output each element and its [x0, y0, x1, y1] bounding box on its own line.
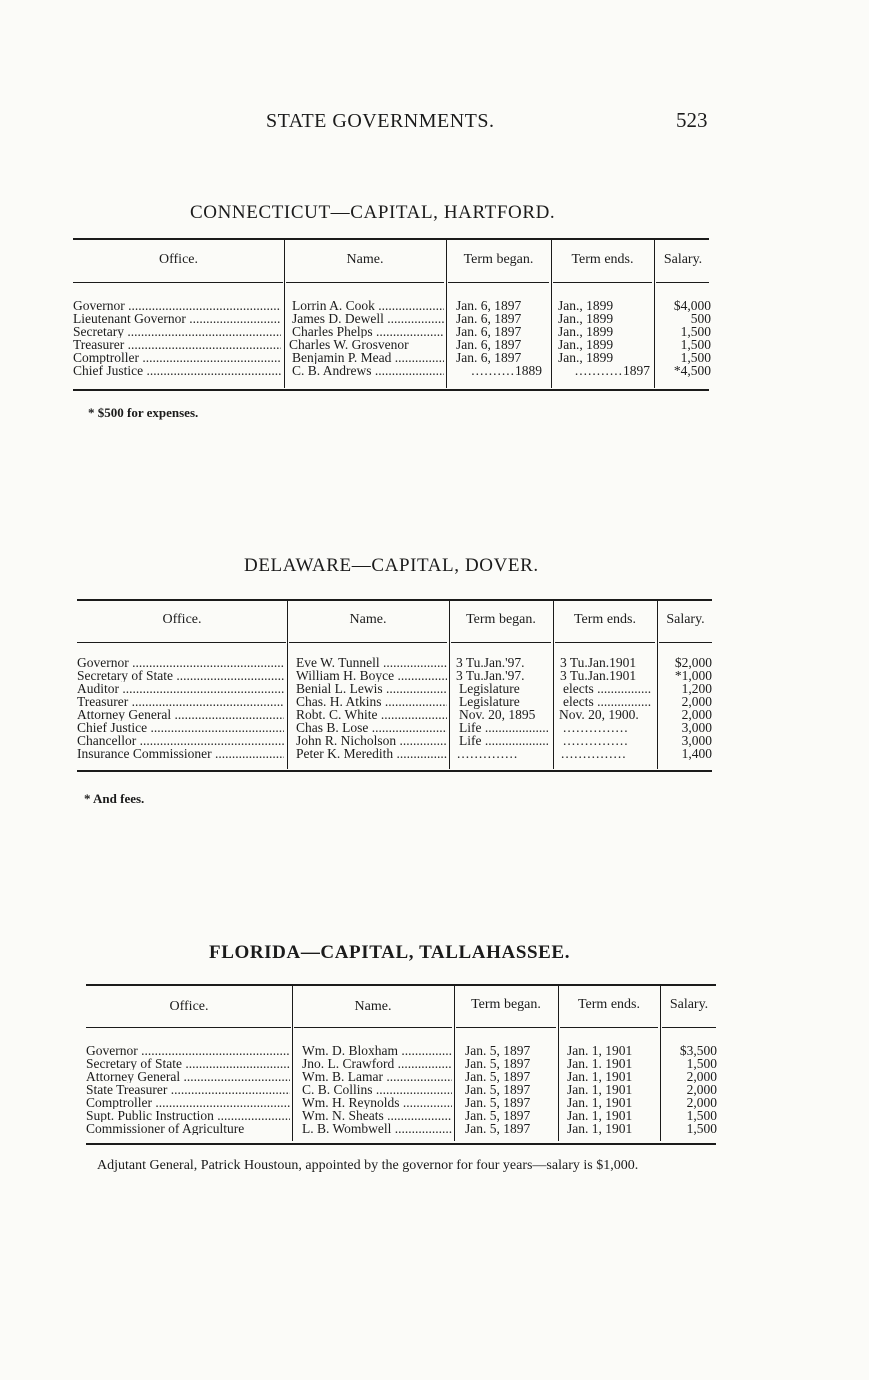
salary-cell: 2,000	[686, 1069, 717, 1084]
term-began-cell: Jan. 5, 1897	[465, 1056, 531, 1071]
term-ends-cell: Nov. 20, 1900.	[559, 707, 639, 722]
name-cell: C. B. Andrews .....	[292, 364, 444, 377]
name-cell: Benial L. Lewis .....	[296, 682, 447, 695]
table-top-rule	[86, 984, 716, 986]
header-rule	[560, 1027, 658, 1028]
header-rule	[659, 642, 712, 643]
name-cell: Wm. H. Reynolds .....	[302, 1096, 452, 1109]
table-top-rule	[77, 599, 712, 601]
delaware-title: DELAWARE—CAPITAL, DOVER.	[244, 555, 539, 576]
term-began-cell: Jan. 5, 1897	[465, 1082, 531, 1097]
florida-title: FLORIDA—CAPITAL, TALLAHASSEE.	[209, 942, 571, 963]
header-salary: Salary.	[663, 252, 703, 267]
term-ends-cell: ...............	[561, 746, 627, 761]
name-cell: Chas. H. Atkins .....	[296, 695, 447, 708]
office-cell: Lieutenant Governor .....	[73, 312, 281, 325]
header-term-began: Term began.	[463, 252, 534, 267]
name-cell: Wm. D. Bloxham .....	[302, 1044, 452, 1057]
name-cell: Eve W. Tunnell .....	[296, 656, 447, 669]
term-began-cell: 3 Tu.Jan.'97.	[456, 655, 525, 670]
term-ends-cell: Jan., 1899	[558, 350, 614, 365]
salary-cell: 3,000	[681, 733, 712, 748]
term-ends-cell: Jan. 1, 1901	[567, 1108, 633, 1123]
term-ends-cell: Jan., 1899	[558, 324, 614, 339]
header-rule	[448, 282, 549, 283]
term-ends-cell: ...............	[563, 720, 629, 735]
office-cell: Chancellor .....	[77, 734, 284, 747]
term-ends-cell: Jan., 1899	[558, 311, 614, 326]
header-name: Name.	[346, 252, 384, 267]
name-cell: Lorrin A. Cook .....	[292, 299, 444, 312]
name-cell: John R. Nicholson .....	[296, 734, 447, 747]
name-cell: Chas B. Lose .....	[296, 721, 447, 734]
term-ends-cell: Jan. 1, 1901	[567, 1043, 633, 1058]
office-cell: Insurance Commissioner .....	[77, 747, 284, 760]
office-cell: State Treasurer .....	[86, 1083, 290, 1096]
header-rule	[656, 282, 709, 283]
term-ends-cell: Jan., 1899	[558, 337, 614, 352]
term-began-cell: Life .....	[459, 734, 548, 747]
salary-cell: $3,500	[679, 1043, 717, 1058]
term-began-cell: Jan. 5, 1897	[465, 1043, 531, 1058]
salary-cell: 2,000	[686, 1095, 717, 1110]
term-ends-cell: ...........1897	[574, 363, 650, 378]
name-cell: James D. Dewell .....	[292, 312, 444, 325]
salary-cell: 1,200	[681, 681, 712, 696]
salary-cell: 2,000	[681, 694, 712, 709]
term-began-cell: Jan. 6, 1897	[456, 337, 522, 352]
name-cell: C. B. Collins .....	[302, 1083, 452, 1096]
header-term-began: Term began.	[471, 997, 541, 1012]
footnote: * $500 for expenses.	[88, 405, 199, 420]
office-cell: Auditor .....	[77, 682, 284, 695]
running-head: STATE GOVERNMENTS.	[266, 110, 495, 132]
footnote: * And fees.	[84, 791, 145, 806]
term-began-cell: Jan. 5, 1897	[465, 1069, 531, 1084]
table-bottom-rule	[73, 389, 709, 391]
office-cell: Attorney General .....	[86, 1070, 290, 1083]
term-ends-cell: Jan. 1, 1901	[567, 1095, 633, 1110]
term-ends-cell: 3 Tu.Jan.1901	[560, 655, 637, 670]
term-ends-cell: ...............	[563, 733, 629, 748]
term-began-cell: Jan. 6, 1897	[456, 311, 522, 326]
salary-cell: 3,000	[681, 720, 712, 735]
table-bottom-rule	[86, 1143, 716, 1145]
header-rule	[73, 282, 283, 283]
header-rule	[553, 282, 652, 283]
term-ends-cell: Jan. 1, 1901	[567, 1121, 633, 1136]
name-cell: Robt. C. White .....	[296, 708, 447, 721]
salary-cell: 1,500	[680, 337, 711, 352]
header-office: Office.	[169, 999, 209, 1014]
header-rule	[451, 642, 551, 643]
term-ends-cell: elects .....	[563, 682, 652, 695]
salary-cell: $4,000	[673, 298, 711, 313]
salary-cell: 2,000	[681, 707, 712, 722]
name-cell: Charles Phelps .....	[292, 325, 444, 338]
name-cell: Wm. B. Lamar .....	[302, 1070, 452, 1083]
name-cell: L. B. Wombwell .....	[302, 1122, 452, 1135]
salary-cell: *1,000	[674, 668, 712, 683]
name-cell: Wm. N. Sheats .....	[302, 1109, 452, 1122]
term-ends-cell: Jan. 1, 1901	[567, 1082, 633, 1097]
office-cell: Treasurer .....	[73, 338, 281, 351]
office-cell: Secretary of State .....	[86, 1057, 290, 1070]
header-salary: Salary.	[666, 612, 705, 627]
salary-cell: 1,500	[686, 1056, 717, 1071]
office-cell: Chief Justice .....	[73, 364, 281, 377]
term-ends-cell: 3 Tu.Jan.1901	[560, 668, 637, 683]
name-cell: William H. Boyce .....	[296, 669, 447, 682]
office-cell: Treasurer .....	[77, 695, 284, 708]
office-cell: Supt. Public Instruction .....	[86, 1109, 290, 1122]
header-salary: Salary.	[669, 997, 709, 1012]
header-rule	[286, 282, 444, 283]
header-rule	[294, 1027, 452, 1028]
office-cell: Governor .....	[86, 1044, 290, 1057]
term-began-cell: Life .....	[459, 721, 548, 734]
salary-cell: 2,000	[686, 1082, 717, 1097]
office-cell: Secretary of State .....	[77, 669, 284, 682]
salary-cell: 1,400	[681, 746, 712, 761]
salary-cell: $2,000	[674, 655, 712, 670]
header-rule	[555, 642, 655, 643]
table-bottom-rule	[77, 770, 712, 772]
salary-cell: 500	[690, 311, 711, 326]
header-office: Office.	[159, 252, 198, 267]
page-number: 523	[676, 108, 708, 132]
term-ends-cell: elects .....	[563, 695, 652, 708]
office-cell: Governor .....	[77, 656, 284, 669]
term-began-cell: ..........1889	[471, 363, 542, 378]
office-cell: Attorney General .....	[77, 708, 284, 721]
footnote: Adjutant General, Patrick Houstoun, appointed by the governor for four years—salary is $1,000.	[97, 1158, 639, 1173]
office-cell: Secretary .....	[73, 325, 281, 338]
name-cell: Charles W. Grosvenor	[289, 338, 409, 351]
header-rule	[662, 1027, 716, 1028]
header-term-ends: Term ends.	[577, 997, 640, 1012]
term-began-cell: Jan. 6, 1897	[456, 298, 522, 313]
connecticut-title: CONNECTICUT—CAPITAL, HARTFORD.	[190, 202, 556, 223]
salary-cell: *4,500	[673, 363, 711, 378]
header-rule	[86, 1027, 291, 1028]
salary-cell: 1,500	[686, 1108, 717, 1123]
header-term-ends: Term ends.	[573, 612, 636, 627]
term-began-cell: Jan. 5, 1897	[465, 1121, 531, 1136]
term-began-cell: Jan. 5, 1897	[465, 1095, 531, 1110]
office-cell: Comptroller .....	[86, 1096, 290, 1109]
salary-cell: 1,500	[686, 1121, 717, 1136]
header-term-began: Term began.	[466, 612, 536, 627]
name-cell: Jno. L. Crawford .....	[302, 1057, 452, 1070]
header-term-ends: Term ends.	[571, 252, 634, 267]
term-began-cell: Nov. 20, 1895	[459, 707, 536, 722]
header-rule	[77, 642, 286, 643]
name-cell: Peter K. Meredith .....	[296, 747, 447, 760]
term-began-cell: Jan. 6, 1897	[456, 350, 522, 365]
term-began-cell: 3 Tu.Jan.'97.	[456, 668, 525, 683]
office-cell: Chief Justice .....	[77, 721, 284, 734]
office-cell: Comptroller .....	[73, 351, 281, 364]
term-began-cell: Legislature	[459, 681, 520, 696]
header-office: Office.	[162, 612, 202, 627]
salary-cell: 1,500	[680, 324, 711, 339]
term-ends-cell: Jan. 1, 1901	[567, 1069, 633, 1084]
salary-cell: 1,500	[680, 350, 711, 365]
table-top-rule	[73, 238, 709, 240]
term-began-cell: Legislature	[459, 694, 520, 709]
term-began-cell: Jan. 6, 1897	[456, 324, 522, 339]
header-name: Name.	[349, 612, 387, 627]
header-rule	[289, 642, 447, 643]
term-ends-cell: Jan., 1899	[558, 298, 614, 313]
header-rule	[456, 1027, 556, 1028]
term-began-cell: ..............	[457, 746, 519, 761]
term-ends-cell: Jan. 1. 1901	[567, 1056, 633, 1071]
office-cell: Governor .....	[73, 299, 281, 312]
name-cell: Benjamin P. Mead .....	[292, 351, 444, 364]
office-cell: Commissioner of Agriculture	[86, 1122, 245, 1135]
term-began-cell: Jan. 5, 1897	[465, 1108, 531, 1123]
header-name: Name.	[354, 999, 392, 1014]
